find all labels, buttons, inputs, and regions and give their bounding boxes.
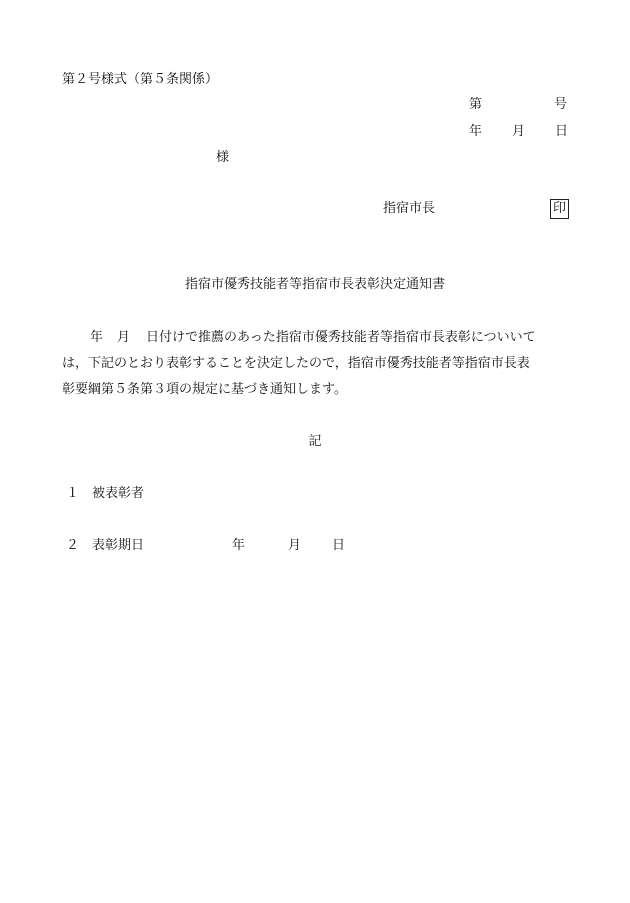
date-day-label: 日 [555, 124, 569, 139]
document-title: 指宿市優秀技能者等指宿市長表彰決定通知書 [184, 277, 445, 292]
body-line-3: 彰要綱第５条第３項の規定に基づき通知します。 [62, 382, 347, 397]
body-year-label: 年 [90, 330, 104, 345]
item-1-number: １ [66, 486, 80, 501]
form-number: 第２号様式（第５条関係） [62, 72, 219, 87]
item-2-day-label: 日 [332, 538, 346, 553]
item-1-label: 被表彰者 [92, 486, 145, 501]
doc-number-suffix: 号 [554, 97, 568, 112]
body-line-2: は，下記のとおり表彰することを決定したので，指宿市優秀技能者等指宿市長表 [62, 356, 530, 371]
doc-number-prefix: 第 [469, 97, 483, 112]
body-line-1-text: 日付けで推薦のあった指宿市優秀技能者等指宿市長表彰についいて [146, 330, 536, 345]
ki-heading: 記 [308, 434, 322, 449]
item-2-number: ２ [66, 538, 80, 553]
body-month-label: 月 [117, 330, 131, 345]
item-2-label: 表彰期日 [92, 538, 145, 553]
addressee-honorific: 様 [216, 150, 230, 165]
item-2-month-label: 月 [288, 538, 302, 553]
date-month-label: 月 [512, 124, 526, 139]
item-2-year-label: 年 [232, 538, 246, 553]
date-year-label: 年 [469, 124, 483, 139]
seal-stamp: 印 [550, 199, 569, 219]
body-line-1 [62, 330, 536, 346]
sender-name: 指宿市長 [383, 201, 436, 216]
